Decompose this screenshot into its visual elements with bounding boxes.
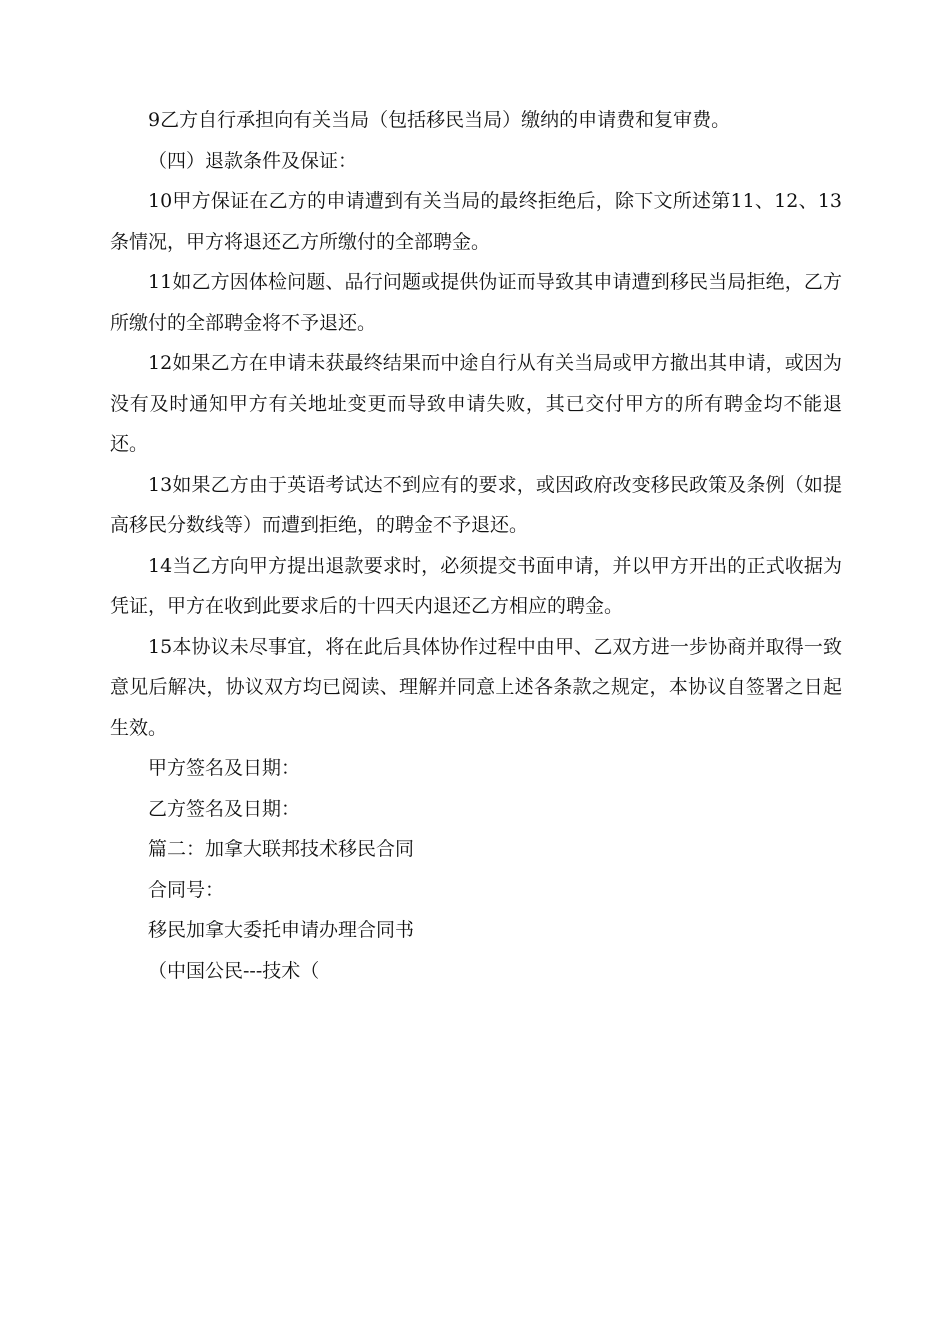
party-b-signature-line: 乙方签名及日期： xyxy=(148,797,301,820)
clause-12: 12如果乙方在申请未获最终结果而中途自行从有关当局或甲方撤出其申请，或因为没有及时通知甲方有关地址变更而导致申请失败，其已交付甲方的所有聘金均不能退还。 xyxy=(110,352,842,455)
section-heading-refund: （四）退款条件及保证： xyxy=(148,149,358,172)
clause-11: 11如乙方因体检问题、品行问题或提供伪证而导致其申请遭到移民当局拒绝，乙方所缴付的全部聘金将不予退还。 xyxy=(110,271,842,334)
contract-title: 移民加拿大委托申请办理合同书 xyxy=(148,919,415,941)
part-two-title: 篇二：加拿大联邦技术移民合同 xyxy=(148,838,415,860)
clause-14: 14当乙方向甲方提出退款要求时，必须提交书面申请，并以甲方开出的正式收据为凭证，甲方在收到此要求后的十四天内退还乙方相应的聘金。 xyxy=(110,554,842,617)
clause-10: 10甲方保证在乙方的申请遭到有关当局的最终拒绝后，除下文所述第11、12、13条情况，甲方将退还乙方所缴付的全部聘金。 xyxy=(110,190,842,253)
clause-13: 13如果乙方由于英语考试达不到应有的要求，或因政府改变移民政策及条例（如提高移民分数线等）而遭到拒绝，的聘金不予退还。 xyxy=(110,473,842,536)
clause-15: 15本协议未尽事宜，将在此后具体协作过程中由甲、乙双方进一步协商并取得一致意见后解决，协议双方均已阅读、理解并同意上述各条款之规定，本协议自签署之日起生效。 xyxy=(110,635,842,739)
contract-number-line: 合同号： xyxy=(148,878,225,901)
party-a-signature-line: 甲方签名及日期： xyxy=(148,757,301,779)
document-body xyxy=(110,100,842,991)
clause-9: 9乙方自行承担向有关当局（包括移民当局）缴纳的申请费和复审费。 xyxy=(148,109,731,131)
contract-subtitle: （中国公民---技术（ xyxy=(148,959,320,982)
